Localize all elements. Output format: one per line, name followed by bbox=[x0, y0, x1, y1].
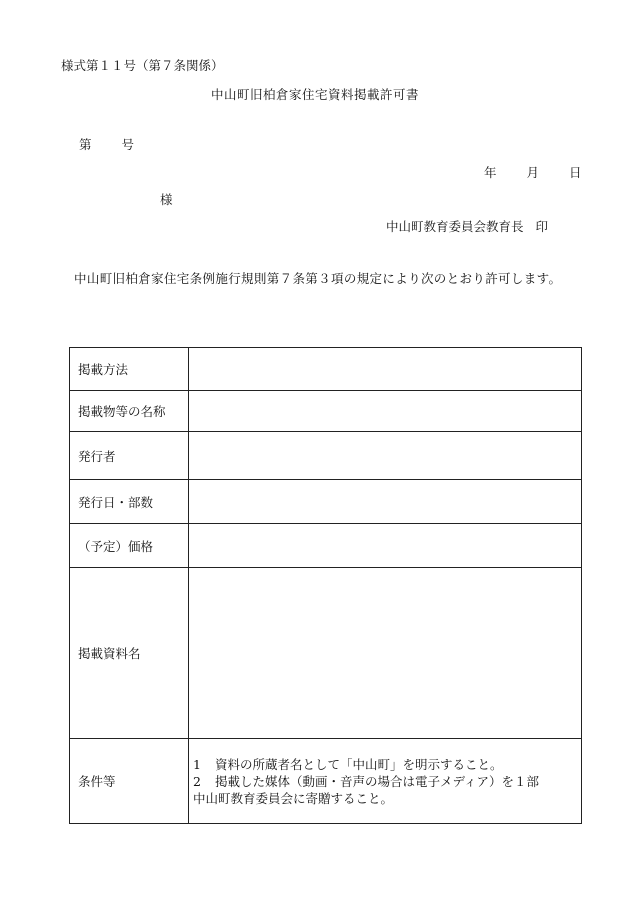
condition-number: 2 bbox=[193, 773, 201, 789]
date-day: 日 bbox=[569, 165, 582, 180]
row-value-conditions bbox=[189, 739, 582, 824]
condition-number: 1 bbox=[193, 756, 201, 772]
row-value-material-name bbox=[189, 568, 582, 739]
row-value-publisher bbox=[189, 432, 582, 480]
condition-item bbox=[193, 773, 577, 790]
issuer-line bbox=[386, 221, 548, 234]
document-title: 中山町旧柏倉家住宅資料掲載許可書 bbox=[210, 87, 419, 102]
condition-text: 資料の所蔵者名として「中山町」を明示すること。 bbox=[215, 756, 503, 772]
row-label-price: （予定）価格 bbox=[70, 524, 189, 568]
date-month: 月 bbox=[526, 165, 540, 180]
table-row bbox=[70, 391, 582, 432]
permit-number-line bbox=[79, 139, 134, 152]
row-label-publication-method: 掲載方法 bbox=[70, 348, 189, 391]
row-value-publication-name bbox=[189, 391, 582, 432]
row-value-issue-date-copies bbox=[189, 480, 582, 524]
permit-body-text: 中山町旧柏倉家住宅条例施行規則第７条第３項の規定により次のとおり許可します。 bbox=[74, 271, 562, 286]
table-row bbox=[70, 432, 582, 480]
addressee-honorific: 様 bbox=[160, 192, 173, 207]
table-row bbox=[70, 739, 582, 824]
row-label-publisher: 発行者 bbox=[70, 432, 189, 480]
row-label-issue-date-copies: 発行日・部数 bbox=[70, 480, 189, 524]
number-prefix: 第 bbox=[79, 137, 92, 152]
table-row bbox=[70, 480, 582, 524]
issuer-name: 中山町教育委員会教育長 bbox=[386, 219, 524, 234]
row-label-material-name: 掲載資料名 bbox=[70, 568, 189, 739]
table-row bbox=[70, 524, 582, 568]
condition-continuation: 中山町教育委員会に寄贈すること。 bbox=[193, 790, 394, 806]
condition-item bbox=[193, 756, 577, 773]
permit-details-table bbox=[69, 347, 582, 824]
row-label-publication-name: 掲載物等の名称 bbox=[70, 391, 189, 432]
form-number: 様式第１１号（第７条関係） bbox=[61, 58, 224, 73]
table-row bbox=[70, 348, 582, 391]
condition-text: 掲載した媒体（動画・音声の場合は電子メディア）を１部 bbox=[215, 773, 540, 789]
row-value-publication-method bbox=[189, 348, 582, 391]
row-label-conditions: 条件等 bbox=[70, 739, 189, 824]
date-line bbox=[484, 167, 582, 180]
number-suffix: 号 bbox=[121, 137, 135, 152]
date-year: 年 bbox=[484, 165, 497, 180]
row-value-price bbox=[189, 524, 582, 568]
seal-mark: 印 bbox=[535, 219, 549, 234]
table-row bbox=[70, 568, 582, 739]
